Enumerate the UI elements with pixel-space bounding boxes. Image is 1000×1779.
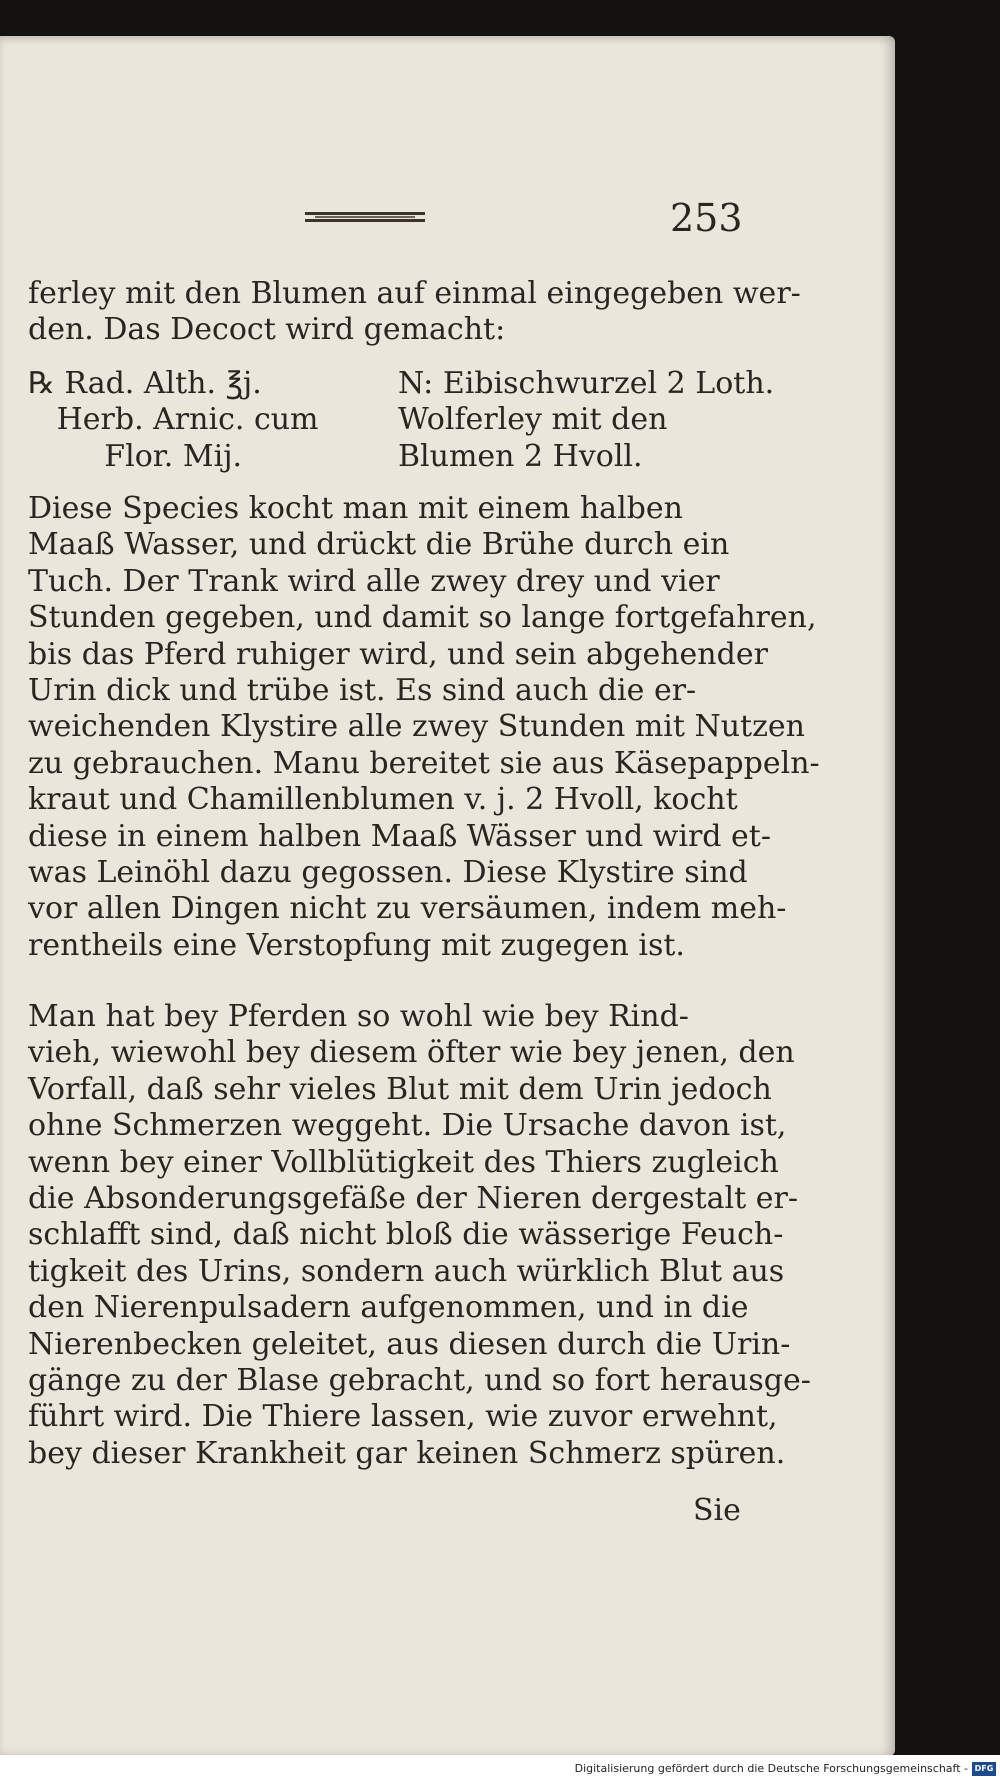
text-line: gänge zu der Blase gebracht, und so fort herausge- [28,1362,811,1398]
digitization-footer [0,1755,1000,1779]
page-number: 253 [670,196,743,240]
text-line: wenn bey einer Vollblütigkeit des Thiers zugleich [28,1144,779,1180]
text-line: Maaß Wasser, und drückt die Brühe durch ein [28,527,730,563]
recipe-german: Wolferley mit den [398,402,668,438]
recipe-german: Blumen 2 Hvoll. [398,438,643,474]
text-line: tigkeit des Urins, sondern auch würklich Blut aus [28,1253,785,1289]
text-line: Nierenbecken geleitet, aus diesen durch die Urin- [28,1326,791,1362]
recipe-row [28,402,748,438]
text-line: diese in einem halben Maaß Wässer und wird et- [28,818,771,854]
recipe-block [28,366,775,475]
text-line: die Absonderungsgefäße der Nieren dergestalt er- [28,1180,798,1216]
book-page [0,36,895,1756]
text-line: führt wird. Die Thiere lassen, wie zuvor erwehnt, [28,1399,778,1435]
paragraph-2 [28,491,820,964]
recipe-latin: Herb. Arnic. cum [28,402,319,438]
paragraph-3 [28,999,811,1472]
text-line: was Leinöhl dazu gegossen. Diese Klystire sind [28,854,748,890]
text-line: schlafft sind, daß nicht bloß die wässerige Feuch- [28,1217,784,1253]
text-line: Urin dick und trübe ist. Es sind auch die er- [28,672,697,708]
text-line: Man hat bey Pferden so wohl wie bey Rind- [28,999,689,1034]
text-line: ohne Schmerzen weggeht. Die Ursache davon ist, [28,1108,787,1144]
text-line: Diese Species kocht man mit einem halben [28,491,683,526]
header-ornament-rule [305,212,425,222]
paragraph-1 [28,276,801,349]
text-line: weichenden Klystire alle zwey Stunden mit Nutzen [28,709,805,745]
text-line: rentheils eine Verstopfung mit zugegen ist. [28,927,685,963]
catchword: Sie [693,1493,741,1528]
text-line: kraut und Chamillenblumen v. j. 2 Hvoll, kocht [28,782,738,818]
text-line: Vorfall, daß sehr vieles Blut mit dem Urin jedoch [28,1071,772,1107]
text-line: den. Das Decoct wird gemacht: [28,312,506,348]
recipe-row [28,439,748,475]
text-line: vor allen Dingen nicht zu versäumen, indem meh- [28,891,787,927]
recipe-german: N: Eibischwurzel 2 Loth. [398,366,775,401]
recipe-row [28,366,775,402]
text-line: Tuch. Der Trank wird alle zwey drey und vier [28,563,720,599]
footer-credit: Digitalisierung gefördert durch die Deutsche Forschungsgemeinschaft - [574,1762,968,1775]
text-line: den Nierenpulsadern aufgenommen, und in die [28,1290,749,1326]
text-line: bis das Pferd ruhiger wird, und sein abgehender [28,636,768,672]
text-line: Stunden gegeben, und damit so lange fortgefahren, [28,600,817,636]
recipe-latin: ℞ Rad. Alth. ℥j. [28,366,262,401]
text-line: zu gebrauchen. Manu bereitet sie aus Käsepappeln- [28,745,820,781]
text-line: ferley mit den Blumen auf einmal eingegeben wer- [28,276,801,311]
text-line: bey dieser Krankheit gar keinen Schmerz spüren. [28,1435,786,1471]
recipe-latin: Flor. Mij. [28,438,243,474]
dfg-logo: DFG [972,1762,996,1776]
text-line: vieh, wiewohl bey diesem öfter wie bey jenen, den [28,1035,795,1071]
